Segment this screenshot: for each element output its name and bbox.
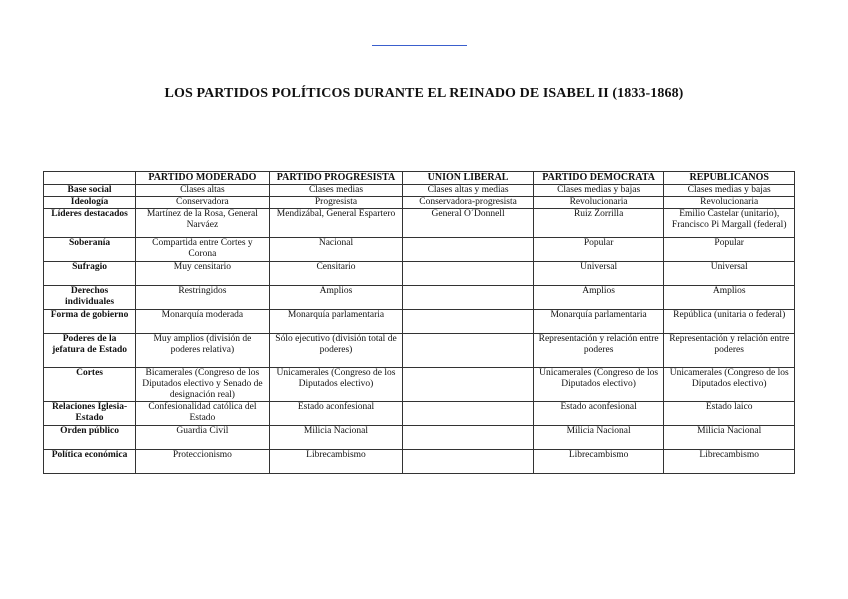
political-parties-table xyxy=(43,171,795,474)
table-row xyxy=(44,310,795,334)
table-cell: Clases altas y medias xyxy=(403,185,534,197)
table-cell: Conservadora-progresista xyxy=(403,197,534,209)
table-cell: Muy censitario xyxy=(136,262,270,286)
row-header: Ideología xyxy=(44,197,136,209)
row-header: Orden público xyxy=(44,426,136,450)
table-row xyxy=(44,238,795,262)
column-header-progresista: PARTIDO PROGRESISTA xyxy=(269,172,403,185)
table-cell: Sólo ejecutivo (división total de poderes) xyxy=(269,334,403,368)
table-cell: Guardia Civil xyxy=(136,426,270,450)
table-cell: Proteccionismo xyxy=(136,450,270,474)
table-cell: Emilio Castelar (unitario), Francisco Pi Margall (federal) xyxy=(664,209,795,238)
table-row xyxy=(44,185,795,197)
table-cell: Unicamerales (Congreso de los Diputados electivo) xyxy=(664,368,795,402)
table-row xyxy=(44,450,795,474)
table-cell xyxy=(403,368,534,402)
row-header: Líderes destacados xyxy=(44,209,136,238)
table-cell: Muy amplios (división de poderes relativa) xyxy=(136,334,270,368)
table-cell: General O´Donnell xyxy=(403,209,534,238)
table-cell: Milicia Nacional xyxy=(269,426,403,450)
table-cell: Popular xyxy=(664,238,795,262)
table-cell: Popular xyxy=(533,238,664,262)
table-cell: Milicia Nacional xyxy=(664,426,795,450)
table-row xyxy=(44,286,795,310)
table-cell xyxy=(403,334,534,368)
table-cell: Milicia Nacional xyxy=(533,426,664,450)
row-header: Soberanía xyxy=(44,238,136,262)
table-cell: Clases medias y bajas xyxy=(664,185,795,197)
column-header-democrata: PARTIDO DEMÓCRATA xyxy=(533,172,664,185)
table-cell: Librecambismo xyxy=(533,450,664,474)
table-cell: Nacional xyxy=(269,238,403,262)
table-cell: Progresista xyxy=(269,197,403,209)
table-cell: Monarquía parlamentaria xyxy=(269,310,403,334)
table-row xyxy=(44,368,795,402)
row-header: Base social xyxy=(44,185,136,197)
row-header: Poderes de la jefatura de Estado xyxy=(44,334,136,368)
table-cell: Unicamerales (Congreso de los Diputados electivo) xyxy=(269,368,403,402)
header-corner-cell xyxy=(44,172,136,185)
table-cell: Unicamerales (Congreso de los Diputados electivo) xyxy=(533,368,664,402)
row-header: Forma de gobierno xyxy=(44,310,136,334)
row-header: Sufragio xyxy=(44,262,136,286)
table-cell: Monarquía parlamentaria xyxy=(533,310,664,334)
table-cell: República (unitaria o federal) xyxy=(664,310,795,334)
table-cell: Restringidos xyxy=(136,286,270,310)
column-header-moderado: PARTIDO MODERADO xyxy=(136,172,270,185)
table-cell: Revolucionaria xyxy=(533,197,664,209)
table-cell: Amplios xyxy=(533,286,664,310)
table-cell: Universal xyxy=(533,262,664,286)
table-cell xyxy=(403,262,534,286)
table-cell: Estado laico xyxy=(664,402,795,426)
table-cell: Mendizábal, General Espartero xyxy=(269,209,403,238)
table-cell: Amplios xyxy=(664,286,795,310)
table-row xyxy=(44,209,795,238)
table-row xyxy=(44,334,795,368)
document-title: LOS PARTIDOS POLÍTICOS DURANTE EL REINADO DE ISABEL II (1833-1868) xyxy=(164,86,684,101)
table-cell xyxy=(403,238,534,262)
row-header: Cortes xyxy=(44,368,136,402)
table-row xyxy=(44,197,795,209)
table-cell xyxy=(403,402,534,426)
table-cell: Bicamerales (Congreso de los Diputados electivo y Senado de designación real) xyxy=(136,368,270,402)
table-cell: Representación y relación entre poderes xyxy=(533,334,664,368)
table-row xyxy=(44,426,795,450)
row-header: Política económica xyxy=(44,450,136,474)
table-cell: Representación y relación entre poderes xyxy=(664,334,795,368)
table-cell: Universal xyxy=(664,262,795,286)
table-cell: Estado aconfesional xyxy=(533,402,664,426)
table-cell: Monarquía moderada xyxy=(136,310,270,334)
table-cell xyxy=(403,310,534,334)
table-cell: Censitario xyxy=(269,262,403,286)
table-cell: Amplios xyxy=(269,286,403,310)
table-cell xyxy=(403,286,534,310)
table-cell: Martínez de la Rosa, General Narváez xyxy=(136,209,270,238)
table-cell: Estado aconfesional xyxy=(269,402,403,426)
table-cell: Librecambismo xyxy=(664,450,795,474)
column-header-republicanos: REPUBLICANOS xyxy=(664,172,795,185)
table-cell: Librecambismo xyxy=(269,450,403,474)
table-cell: Clases altas xyxy=(136,185,270,197)
table-cell: Confesionalidad católica del Estado xyxy=(136,402,270,426)
table-row xyxy=(44,262,795,286)
column-header-union-liberal: UNIÓN LIBERAL xyxy=(403,172,534,185)
table-cell: Conservadora xyxy=(136,197,270,209)
table-cell: Clases medias xyxy=(269,185,403,197)
table-cell: Revolucionaria xyxy=(664,197,795,209)
table-cell xyxy=(403,426,534,450)
top-link-rule xyxy=(372,45,467,46)
table-cell: Ruiz Zorrilla xyxy=(533,209,664,238)
table-header-row xyxy=(44,172,795,185)
table-cell xyxy=(403,450,534,474)
table-cell: Clases medias y bajas xyxy=(533,185,664,197)
table-row xyxy=(44,402,795,426)
row-header: Derechos individuales xyxy=(44,286,136,310)
table-cell: Compartida entre Cortes y Corona xyxy=(136,238,270,262)
row-header: Relaciones Iglesia-Estado xyxy=(44,402,136,426)
